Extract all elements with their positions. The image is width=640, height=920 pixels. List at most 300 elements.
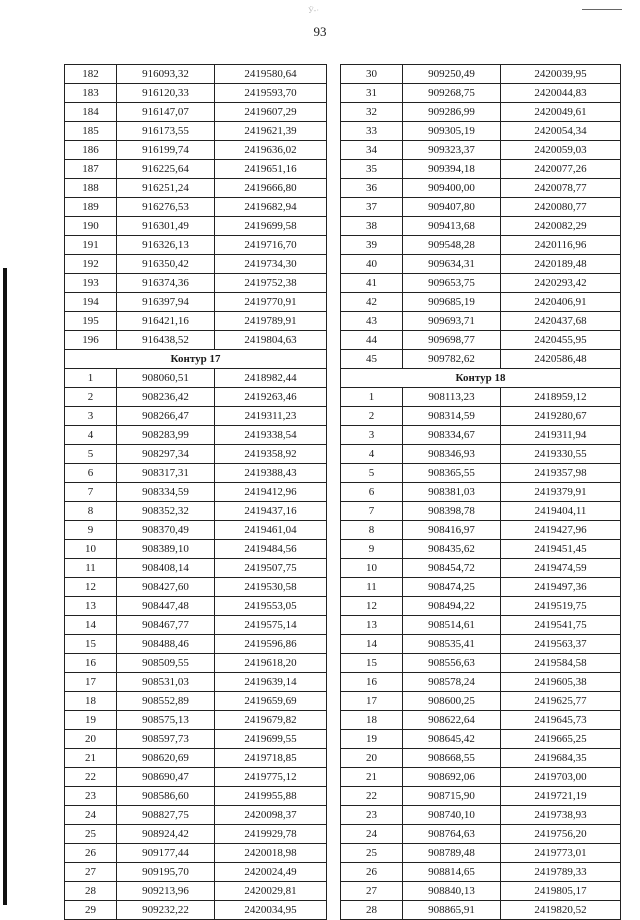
x-coordinate-cell: 916301,49 xyxy=(117,217,215,236)
table-row xyxy=(341,483,621,502)
x-coordinate-cell: 916326,13 xyxy=(117,236,215,255)
x-coordinate-cell: 908509,55 xyxy=(117,654,215,673)
y-coordinate-cell: 2419636,02 xyxy=(215,141,327,160)
point-number-cell: 28 xyxy=(341,901,403,920)
x-coordinate-cell: 909305,19 xyxy=(403,122,501,141)
y-coordinate-cell: 2419621,39 xyxy=(215,122,327,141)
x-coordinate-cell: 908622,64 xyxy=(403,711,501,730)
y-coordinate-cell: 2419553,05 xyxy=(215,597,327,616)
x-coordinate-cell: 916374,36 xyxy=(117,274,215,293)
x-coordinate-cell: 908346,93 xyxy=(403,445,501,464)
x-coordinate-cell: 908814,65 xyxy=(403,863,501,882)
y-coordinate-cell: 2419541,75 xyxy=(501,616,621,635)
x-coordinate-cell: 909232,22 xyxy=(117,901,215,920)
x-coordinate-cell: 908398,78 xyxy=(403,502,501,521)
y-coordinate-cell: 2419651,16 xyxy=(215,160,327,179)
y-coordinate-cell: 2420082,29 xyxy=(501,217,621,236)
point-number-cell: 192 xyxy=(65,255,117,274)
x-coordinate-cell: 908715,90 xyxy=(403,787,501,806)
point-number-cell: 194 xyxy=(65,293,117,312)
x-coordinate-cell: 908467,77 xyxy=(117,616,215,635)
y-coordinate-cell: 2419474,59 xyxy=(501,559,621,578)
point-number-cell: 19 xyxy=(341,730,403,749)
y-coordinate-cell: 2419659,69 xyxy=(215,692,327,711)
point-number-cell: 17 xyxy=(65,673,117,692)
x-coordinate-cell: 908690,47 xyxy=(117,768,215,787)
point-number-cell: 42 xyxy=(341,293,403,312)
point-number-cell: 195 xyxy=(65,312,117,331)
table-row xyxy=(65,502,327,521)
y-coordinate-cell: 2419596,86 xyxy=(215,635,327,654)
y-coordinate-cell: 2420098,37 xyxy=(215,806,327,825)
table-row xyxy=(65,711,327,730)
table-row xyxy=(65,749,327,768)
point-number-cell: 23 xyxy=(341,806,403,825)
point-number-cell: 8 xyxy=(341,521,403,540)
table-row xyxy=(65,654,327,673)
table-row xyxy=(341,445,621,464)
table-row xyxy=(65,540,327,559)
table-row xyxy=(341,787,621,806)
y-coordinate-cell: 2420455,95 xyxy=(501,331,621,350)
y-coordinate-cell: 2419280,67 xyxy=(501,407,621,426)
y-coordinate-cell: 2419775,12 xyxy=(215,768,327,787)
y-coordinate-cell: 2419752,38 xyxy=(215,274,327,293)
contour-header-row xyxy=(341,369,621,388)
y-coordinate-cell: 2419679,82 xyxy=(215,711,327,730)
x-coordinate-cell: 908314,59 xyxy=(403,407,501,426)
point-number-cell: 20 xyxy=(341,749,403,768)
x-coordinate-cell: 909407,80 xyxy=(403,198,501,217)
point-number-cell: 20 xyxy=(65,730,117,749)
point-number-cell: 183 xyxy=(65,84,117,103)
x-coordinate-cell: 908578,24 xyxy=(403,673,501,692)
x-coordinate-cell: 908575,13 xyxy=(117,711,215,730)
point-number-cell: 10 xyxy=(341,559,403,578)
contour-header: Контур 17 xyxy=(65,350,327,369)
point-number-cell: 43 xyxy=(341,312,403,331)
x-coordinate-cell: 908365,55 xyxy=(403,464,501,483)
point-number-cell: 44 xyxy=(341,331,403,350)
point-number-cell: 16 xyxy=(65,654,117,673)
table-row xyxy=(65,103,327,122)
point-number-cell: 28 xyxy=(65,882,117,901)
coordinates-table-left-body xyxy=(65,65,327,920)
point-number-cell: 40 xyxy=(341,255,403,274)
x-coordinate-cell: 908789,48 xyxy=(403,844,501,863)
table-row xyxy=(341,103,621,122)
point-number-cell: 187 xyxy=(65,160,117,179)
y-coordinate-cell: 2419530,58 xyxy=(215,578,327,597)
x-coordinate-cell: 908645,42 xyxy=(403,730,501,749)
x-coordinate-cell: 908668,55 xyxy=(403,749,501,768)
y-coordinate-cell: 2419563,37 xyxy=(501,635,621,654)
table-row xyxy=(65,369,327,388)
y-coordinate-cell: 2420189,48 xyxy=(501,255,621,274)
x-coordinate-cell: 908494,22 xyxy=(403,597,501,616)
x-coordinate-cell: 916120,33 xyxy=(117,84,215,103)
y-coordinate-cell: 2420293,42 xyxy=(501,274,621,293)
table-row xyxy=(341,236,621,255)
y-coordinate-cell: 2419716,70 xyxy=(215,236,327,255)
y-coordinate-cell: 2419437,16 xyxy=(215,502,327,521)
x-coordinate-cell: 908060,51 xyxy=(117,369,215,388)
point-number-cell: 14 xyxy=(341,635,403,654)
point-number-cell: 1 xyxy=(65,369,117,388)
x-coordinate-cell: 909195,70 xyxy=(117,863,215,882)
x-coordinate-cell: 908297,34 xyxy=(117,445,215,464)
y-coordinate-cell: 2419684,35 xyxy=(501,749,621,768)
point-number-cell: 37 xyxy=(341,198,403,217)
table-row xyxy=(341,198,621,217)
table-row xyxy=(341,825,621,844)
point-number-cell: 25 xyxy=(341,844,403,863)
y-coordinate-cell: 2419338,54 xyxy=(215,426,327,445)
table-row xyxy=(65,293,327,312)
table-row xyxy=(341,464,621,483)
point-number-cell: 38 xyxy=(341,217,403,236)
y-coordinate-cell: 2419311,23 xyxy=(215,407,327,426)
x-coordinate-cell: 916438,52 xyxy=(117,331,215,350)
x-coordinate-cell: 908266,47 xyxy=(117,407,215,426)
x-coordinate-cell: 916147,07 xyxy=(117,103,215,122)
table-row xyxy=(341,654,621,673)
x-coordinate-cell: 908352,32 xyxy=(117,502,215,521)
point-number-cell: 35 xyxy=(341,160,403,179)
point-number-cell: 191 xyxy=(65,236,117,255)
x-coordinate-cell: 909250,49 xyxy=(403,65,501,84)
x-coordinate-cell: 908408,14 xyxy=(117,559,215,578)
table-row xyxy=(341,217,621,236)
x-coordinate-cell: 909782,62 xyxy=(403,350,501,369)
x-coordinate-cell: 916350,42 xyxy=(117,255,215,274)
point-number-cell: 21 xyxy=(65,749,117,768)
x-coordinate-cell: 908840,13 xyxy=(403,882,501,901)
point-number-cell: 8 xyxy=(65,502,117,521)
point-number-cell: 22 xyxy=(65,768,117,787)
table-row xyxy=(341,255,621,274)
x-coordinate-cell: 908381,03 xyxy=(403,483,501,502)
table-row xyxy=(65,84,327,103)
table-row xyxy=(341,388,621,407)
table-row xyxy=(65,597,327,616)
contour-header-row xyxy=(65,350,327,369)
y-coordinate-cell: 2419580,64 xyxy=(215,65,327,84)
table-row xyxy=(65,198,327,217)
point-number-cell: 41 xyxy=(341,274,403,293)
y-coordinate-cell: 2420406,91 xyxy=(501,293,621,312)
y-coordinate-cell: 2419789,91 xyxy=(215,312,327,331)
scan-mark: Ӱ-· xyxy=(308,6,319,15)
y-coordinate-cell: 2419929,78 xyxy=(215,825,327,844)
y-coordinate-cell: 2419484,56 xyxy=(215,540,327,559)
x-coordinate-cell: 908283,99 xyxy=(117,426,215,445)
y-coordinate-cell: 2419311,94 xyxy=(501,426,621,445)
x-coordinate-cell: 909698,77 xyxy=(403,331,501,350)
point-number-cell: 16 xyxy=(341,673,403,692)
x-coordinate-cell: 909394,18 xyxy=(403,160,501,179)
table-row xyxy=(65,559,327,578)
table-row xyxy=(341,331,621,350)
y-coordinate-cell: 2419575,14 xyxy=(215,616,327,635)
y-coordinate-cell: 2419955,88 xyxy=(215,787,327,806)
table-row xyxy=(65,806,327,825)
y-coordinate-cell: 2420024,49 xyxy=(215,863,327,882)
point-number-cell: 7 xyxy=(65,483,117,502)
y-coordinate-cell: 2420054,34 xyxy=(501,122,621,141)
point-number-cell: 10 xyxy=(65,540,117,559)
point-number-cell: 31 xyxy=(341,84,403,103)
x-coordinate-cell: 909323,37 xyxy=(403,141,501,160)
y-coordinate-cell: 2420029,81 xyxy=(215,882,327,901)
point-number-cell: 23 xyxy=(65,787,117,806)
table-row xyxy=(341,179,621,198)
table-row xyxy=(341,65,621,84)
point-number-cell: 29 xyxy=(65,901,117,920)
point-number-cell: 190 xyxy=(65,217,117,236)
table-row xyxy=(65,616,327,635)
y-coordinate-cell: 2419607,29 xyxy=(215,103,327,122)
y-coordinate-cell: 2419666,80 xyxy=(215,179,327,198)
x-coordinate-cell: 908552,89 xyxy=(117,692,215,711)
table-row xyxy=(341,768,621,787)
y-coordinate-cell: 2420078,77 xyxy=(501,179,621,198)
table-row xyxy=(65,863,327,882)
table-row xyxy=(65,160,327,179)
x-coordinate-cell: 916199,74 xyxy=(117,141,215,160)
table-row xyxy=(65,331,327,350)
point-number-cell: 13 xyxy=(65,597,117,616)
point-number-cell: 18 xyxy=(65,692,117,711)
table-row xyxy=(341,426,621,445)
y-coordinate-cell: 2419805,17 xyxy=(501,882,621,901)
point-number-cell: 6 xyxy=(65,464,117,483)
table-row xyxy=(65,673,327,692)
x-coordinate-cell: 909685,19 xyxy=(403,293,501,312)
y-coordinate-cell: 2419756,20 xyxy=(501,825,621,844)
table-row xyxy=(341,616,621,635)
table-row xyxy=(341,844,621,863)
table-row xyxy=(65,692,327,711)
y-coordinate-cell: 2420034,95 xyxy=(215,901,327,920)
y-coordinate-cell: 2419412,96 xyxy=(215,483,327,502)
table-row xyxy=(341,122,621,141)
table-row xyxy=(341,806,621,825)
point-number-cell: 25 xyxy=(65,825,117,844)
x-coordinate-cell: 909177,44 xyxy=(117,844,215,863)
y-coordinate-cell: 2419584,58 xyxy=(501,654,621,673)
table-row xyxy=(65,901,327,920)
table-row xyxy=(341,597,621,616)
x-coordinate-cell: 908620,69 xyxy=(117,749,215,768)
table-row xyxy=(341,692,621,711)
margin-bar xyxy=(3,268,7,905)
table-row xyxy=(341,749,621,768)
table-row xyxy=(65,65,327,84)
x-coordinate-cell: 909413,68 xyxy=(403,217,501,236)
point-number-cell: 5 xyxy=(341,464,403,483)
point-number-cell: 196 xyxy=(65,331,117,350)
point-number-cell: 14 xyxy=(65,616,117,635)
table-row xyxy=(65,521,327,540)
y-coordinate-cell: 2420049,61 xyxy=(501,103,621,122)
x-coordinate-cell: 908435,62 xyxy=(403,540,501,559)
x-coordinate-cell: 908113,23 xyxy=(403,388,501,407)
x-coordinate-cell: 908692,06 xyxy=(403,768,501,787)
point-number-cell: 33 xyxy=(341,122,403,141)
point-number-cell: 39 xyxy=(341,236,403,255)
point-number-cell: 21 xyxy=(341,768,403,787)
x-coordinate-cell: 916397,94 xyxy=(117,293,215,312)
y-coordinate-cell: 2419357,98 xyxy=(501,464,621,483)
table-row xyxy=(65,407,327,426)
table-row xyxy=(65,255,327,274)
point-number-cell: 26 xyxy=(341,863,403,882)
table-row xyxy=(341,312,621,331)
top-rule xyxy=(582,9,622,10)
point-number-cell: 22 xyxy=(341,787,403,806)
x-coordinate-cell: 908586,60 xyxy=(117,787,215,806)
y-coordinate-cell: 2419820,52 xyxy=(501,901,621,920)
point-number-cell: 17 xyxy=(341,692,403,711)
y-coordinate-cell: 2420437,68 xyxy=(501,312,621,331)
table-row xyxy=(341,863,621,882)
point-number-cell: 1 xyxy=(341,388,403,407)
table-row xyxy=(65,483,327,502)
x-coordinate-cell: 908556,63 xyxy=(403,654,501,673)
x-coordinate-cell: 908740,10 xyxy=(403,806,501,825)
y-coordinate-cell: 2419519,75 xyxy=(501,597,621,616)
table-row xyxy=(65,844,327,863)
x-coordinate-cell: 908474,25 xyxy=(403,578,501,597)
y-coordinate-cell: 2419645,73 xyxy=(501,711,621,730)
x-coordinate-cell: 909653,75 xyxy=(403,274,501,293)
x-coordinate-cell: 908531,03 xyxy=(117,673,215,692)
x-coordinate-cell: 908416,97 xyxy=(403,521,501,540)
point-number-cell: 32 xyxy=(341,103,403,122)
table-row xyxy=(65,426,327,445)
table-row xyxy=(65,882,327,901)
table-row xyxy=(341,141,621,160)
y-coordinate-cell: 2419427,96 xyxy=(501,521,621,540)
x-coordinate-cell: 908454,72 xyxy=(403,559,501,578)
point-number-cell: 9 xyxy=(65,521,117,540)
point-number-cell: 12 xyxy=(341,597,403,616)
point-number-cell: 12 xyxy=(65,578,117,597)
point-number-cell: 15 xyxy=(341,654,403,673)
y-coordinate-cell: 2420039,95 xyxy=(501,65,621,84)
point-number-cell: 184 xyxy=(65,103,117,122)
y-coordinate-cell: 2419461,04 xyxy=(215,521,327,540)
y-coordinate-cell: 2420059,03 xyxy=(501,141,621,160)
x-coordinate-cell: 916276,53 xyxy=(117,198,215,217)
point-number-cell: 185 xyxy=(65,122,117,141)
table-row xyxy=(341,160,621,179)
y-coordinate-cell: 2420080,77 xyxy=(501,198,621,217)
point-number-cell: 11 xyxy=(65,559,117,578)
y-coordinate-cell: 2419388,43 xyxy=(215,464,327,483)
x-coordinate-cell: 909286,99 xyxy=(403,103,501,122)
point-number-cell: 7 xyxy=(341,502,403,521)
point-number-cell: 26 xyxy=(65,844,117,863)
point-number-cell: 24 xyxy=(65,806,117,825)
x-coordinate-cell: 908764,63 xyxy=(403,825,501,844)
y-coordinate-cell: 2419593,70 xyxy=(215,84,327,103)
table-row xyxy=(65,122,327,141)
table-row xyxy=(341,84,621,103)
y-coordinate-cell: 2419639,14 xyxy=(215,673,327,692)
page-number: 93 xyxy=(313,24,327,39)
y-coordinate-cell: 2419718,85 xyxy=(215,749,327,768)
y-coordinate-cell: 2418982,44 xyxy=(215,369,327,388)
coordinates-table-right xyxy=(340,64,621,920)
y-coordinate-cell: 2419497,36 xyxy=(501,578,621,597)
table-row xyxy=(341,730,621,749)
y-coordinate-cell: 2419665,25 xyxy=(501,730,621,749)
point-number-cell: 30 xyxy=(341,65,403,84)
table-row xyxy=(65,768,327,787)
table-row xyxy=(341,407,621,426)
y-coordinate-cell: 2419770,91 xyxy=(215,293,327,312)
point-number-cell: 2 xyxy=(65,388,117,407)
point-number-cell: 18 xyxy=(341,711,403,730)
y-coordinate-cell: 2419507,75 xyxy=(215,559,327,578)
table-row xyxy=(65,635,327,654)
table-row xyxy=(341,502,621,521)
x-coordinate-cell: 916093,32 xyxy=(117,65,215,84)
table-row xyxy=(65,825,327,844)
point-number-cell: 34 xyxy=(341,141,403,160)
table-row xyxy=(65,274,327,293)
y-coordinate-cell: 2419330,55 xyxy=(501,445,621,464)
point-number-cell: 188 xyxy=(65,179,117,198)
point-number-cell: 6 xyxy=(341,483,403,502)
table-row xyxy=(65,445,327,464)
table-row xyxy=(341,673,621,692)
y-coordinate-cell: 2419618,20 xyxy=(215,654,327,673)
table-row xyxy=(341,293,621,312)
point-number-cell: 3 xyxy=(65,407,117,426)
x-coordinate-cell: 909634,31 xyxy=(403,255,501,274)
y-coordinate-cell: 2419734,30 xyxy=(215,255,327,274)
table-row xyxy=(341,901,621,920)
y-coordinate-cell: 2419625,77 xyxy=(501,692,621,711)
table-row xyxy=(341,578,621,597)
point-number-cell: 19 xyxy=(65,711,117,730)
x-coordinate-cell: 908389,10 xyxy=(117,540,215,559)
x-coordinate-cell: 908597,73 xyxy=(117,730,215,749)
point-number-cell: 4 xyxy=(341,445,403,464)
x-coordinate-cell: 908488,46 xyxy=(117,635,215,654)
y-coordinate-cell: 2420586,48 xyxy=(501,350,621,369)
x-coordinate-cell: 908924,42 xyxy=(117,825,215,844)
y-coordinate-cell: 2419699,58 xyxy=(215,217,327,236)
table-row xyxy=(65,730,327,749)
x-coordinate-cell: 908427,60 xyxy=(117,578,215,597)
y-coordinate-cell: 2419699,55 xyxy=(215,730,327,749)
x-coordinate-cell: 908600,25 xyxy=(403,692,501,711)
x-coordinate-cell: 908236,42 xyxy=(117,388,215,407)
point-number-cell: 193 xyxy=(65,274,117,293)
point-number-cell: 11 xyxy=(341,578,403,597)
y-coordinate-cell: 2419605,38 xyxy=(501,673,621,692)
x-coordinate-cell: 908865,91 xyxy=(403,901,501,920)
table-row xyxy=(341,521,621,540)
coordinates-table-left xyxy=(64,64,327,920)
coordinates-table-right-body xyxy=(341,65,621,920)
point-number-cell: 24 xyxy=(341,825,403,844)
x-coordinate-cell: 909548,28 xyxy=(403,236,501,255)
